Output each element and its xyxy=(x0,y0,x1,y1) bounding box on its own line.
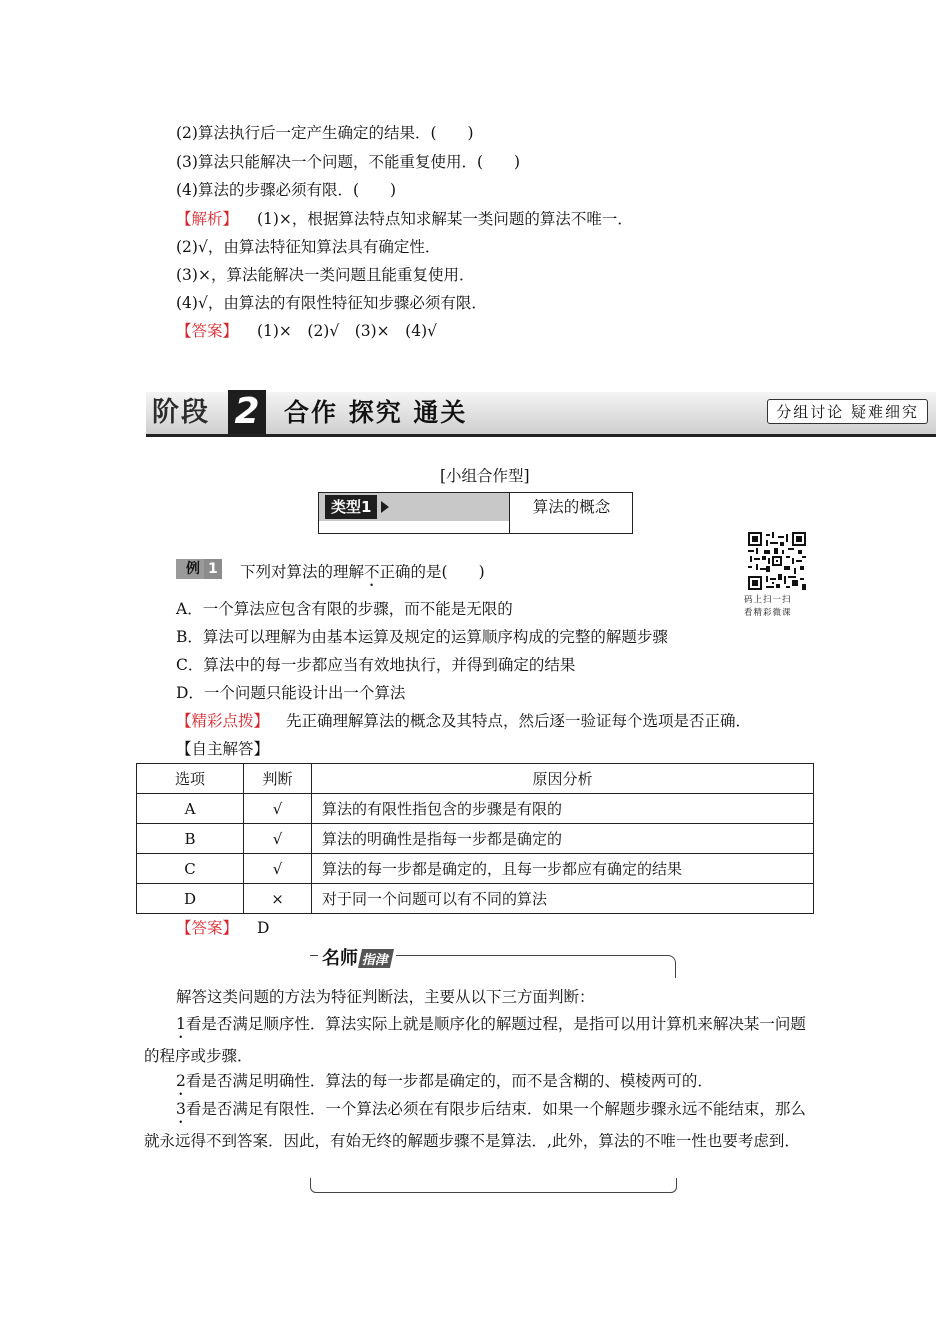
tip-text: 先正确理解算法的概念及其特点，然后逐一验证每个选项是否正确． xyxy=(285,712,751,730)
group-label: [小组合作型] xyxy=(440,467,530,485)
option-d: D．一个问题只能设计出一个算法 xyxy=(176,684,406,702)
table-cell: 算法的每一步都是确定的，且每一步都应有确定的结果 xyxy=(312,854,814,884)
example-badge xyxy=(176,559,222,579)
teacher-label xyxy=(318,944,396,970)
type-label: 类型1 xyxy=(325,495,377,519)
table-cell: 对于同一个问题可以有不同的算法 xyxy=(312,884,814,914)
table-cell: C xyxy=(137,854,244,884)
teacher-box-bottom xyxy=(310,1178,677,1193)
question-3: (3)算法只能解决一个问题，不能重复使用．( ) xyxy=(176,153,521,171)
stage-word: 阶段 xyxy=(152,397,210,428)
table-row xyxy=(137,854,814,884)
type-box xyxy=(318,492,633,534)
type-label-bg xyxy=(319,493,509,521)
stage-number: 2 xyxy=(228,390,266,434)
teacher-point-3 xyxy=(144,1095,814,1156)
answer-label: 【答案】 xyxy=(176,322,239,340)
table-cell: D xyxy=(137,884,244,914)
point-1-text: 看是否满足顺序性．算法实际上就是顺序化的解题过程，是指可以用计算机来解决某一问题的程序或步骤． xyxy=(144,1015,806,1065)
question-2: (2)算法执行后一定产生确定的结果．( ) xyxy=(176,124,474,142)
option-b: B．算法可以理解为由基本运算及规定的运算顺序构成的完整的解题步骤 xyxy=(176,628,668,646)
table-cell: 算法的有限性指包含的步骤是有限的 xyxy=(312,794,814,824)
point-1-number: 1 xyxy=(176,1015,186,1033)
table-cell: × xyxy=(244,884,312,914)
qr-caption-1: 码上扫一扫 xyxy=(744,595,792,605)
analysis-label: 【解析】 xyxy=(176,210,239,228)
type-title: 算法的概念 xyxy=(509,493,633,533)
example-badge-word: 例 xyxy=(176,559,204,579)
table-cell: A xyxy=(137,794,244,824)
table-row xyxy=(137,794,814,824)
teacher-label-zhi: 指津 xyxy=(358,949,394,968)
table-header: 判断 xyxy=(244,764,312,794)
analysis-line-4: (4)√，由算法的有限性特征知步骤必须有限． xyxy=(176,294,487,312)
self-answer-label: 【自主解答】 xyxy=(176,740,270,758)
table-row xyxy=(137,884,814,914)
point-3-number: 3 xyxy=(176,1100,186,1118)
example-question xyxy=(240,560,485,590)
table-cell: √ xyxy=(244,824,312,854)
tip-line xyxy=(176,709,751,731)
teacher-point-1 xyxy=(144,1010,814,1071)
qr-caption-2: 看精彩微课 xyxy=(744,608,792,618)
question-4: (4)算法的步骤必须有限．( ) xyxy=(176,181,397,199)
example-badge-number: 1 xyxy=(204,559,222,579)
type-arrow-icon xyxy=(381,501,389,513)
answer2-text: D xyxy=(256,919,270,937)
answer2-line xyxy=(176,916,269,938)
table-header: 选项 xyxy=(137,764,244,794)
analysis-text-1: (1)×，根据算法特点知求解某一类问题的算法不唯一． xyxy=(256,210,633,228)
analysis-line-3: (3)×，算法能解决一类问题且能重复使用． xyxy=(176,266,475,284)
stage-title: 合作 探究 通关 xyxy=(284,398,468,427)
analysis-line-2: (2)√，由算法特征知算法具有确定性． xyxy=(176,238,441,256)
table-header-row xyxy=(137,764,814,794)
teacher-intro: 解答这类问题的方法为特征判断法，主要从以下三方面判断： xyxy=(176,988,595,1006)
point-2-number: 2 xyxy=(176,1072,186,1090)
table-row xyxy=(137,824,814,854)
qr-code-icon[interactable] xyxy=(748,532,806,590)
question-post: 正确的是( ) xyxy=(379,563,485,581)
table-header: 原因分析 xyxy=(312,764,814,794)
answer2-label: 【答案】 xyxy=(176,919,239,937)
option-a: A．一个算法应包含有限的步骤，而不能是无限的 xyxy=(176,600,513,618)
option-c: C．算法中的每一步都应当有效地执行，并得到确定的结果 xyxy=(176,656,576,674)
answer-text: (1)× (2)√ (3)× (4)√ xyxy=(256,322,438,340)
stage-banner xyxy=(146,392,936,437)
point-2-text: 看是否满足明确性．算法的每一步都是确定的，而不是含糊的、模棱两可的． xyxy=(185,1072,713,1090)
question-pre: 下列对算法的理解 xyxy=(240,563,365,581)
analysis-table xyxy=(136,763,814,914)
table-cell: 算法的明确性是指每一步都是确定的 xyxy=(312,824,814,854)
stage-tag: 分组讨论 疑难细究 xyxy=(767,399,928,424)
table-cell: √ xyxy=(244,794,312,824)
table-cell: √ xyxy=(244,854,312,884)
answer-line xyxy=(176,319,437,341)
table-cell: B xyxy=(137,824,244,854)
analysis-line-1 xyxy=(176,207,633,229)
tip-label: 【精彩点拨】 xyxy=(176,712,270,730)
teacher-label-main: 名师 xyxy=(322,948,358,969)
point-3-text: 看是否满足有限性．一个算法必须在有限步后结束．如果一个解题步骤永远不能结束，那么就永远得不到答案．因此，有始无终的解题步骤不是算法．,此外，算法的不唯一性也要考虑到． xyxy=(144,1100,806,1150)
question-emphasis: 不 xyxy=(364,563,380,581)
